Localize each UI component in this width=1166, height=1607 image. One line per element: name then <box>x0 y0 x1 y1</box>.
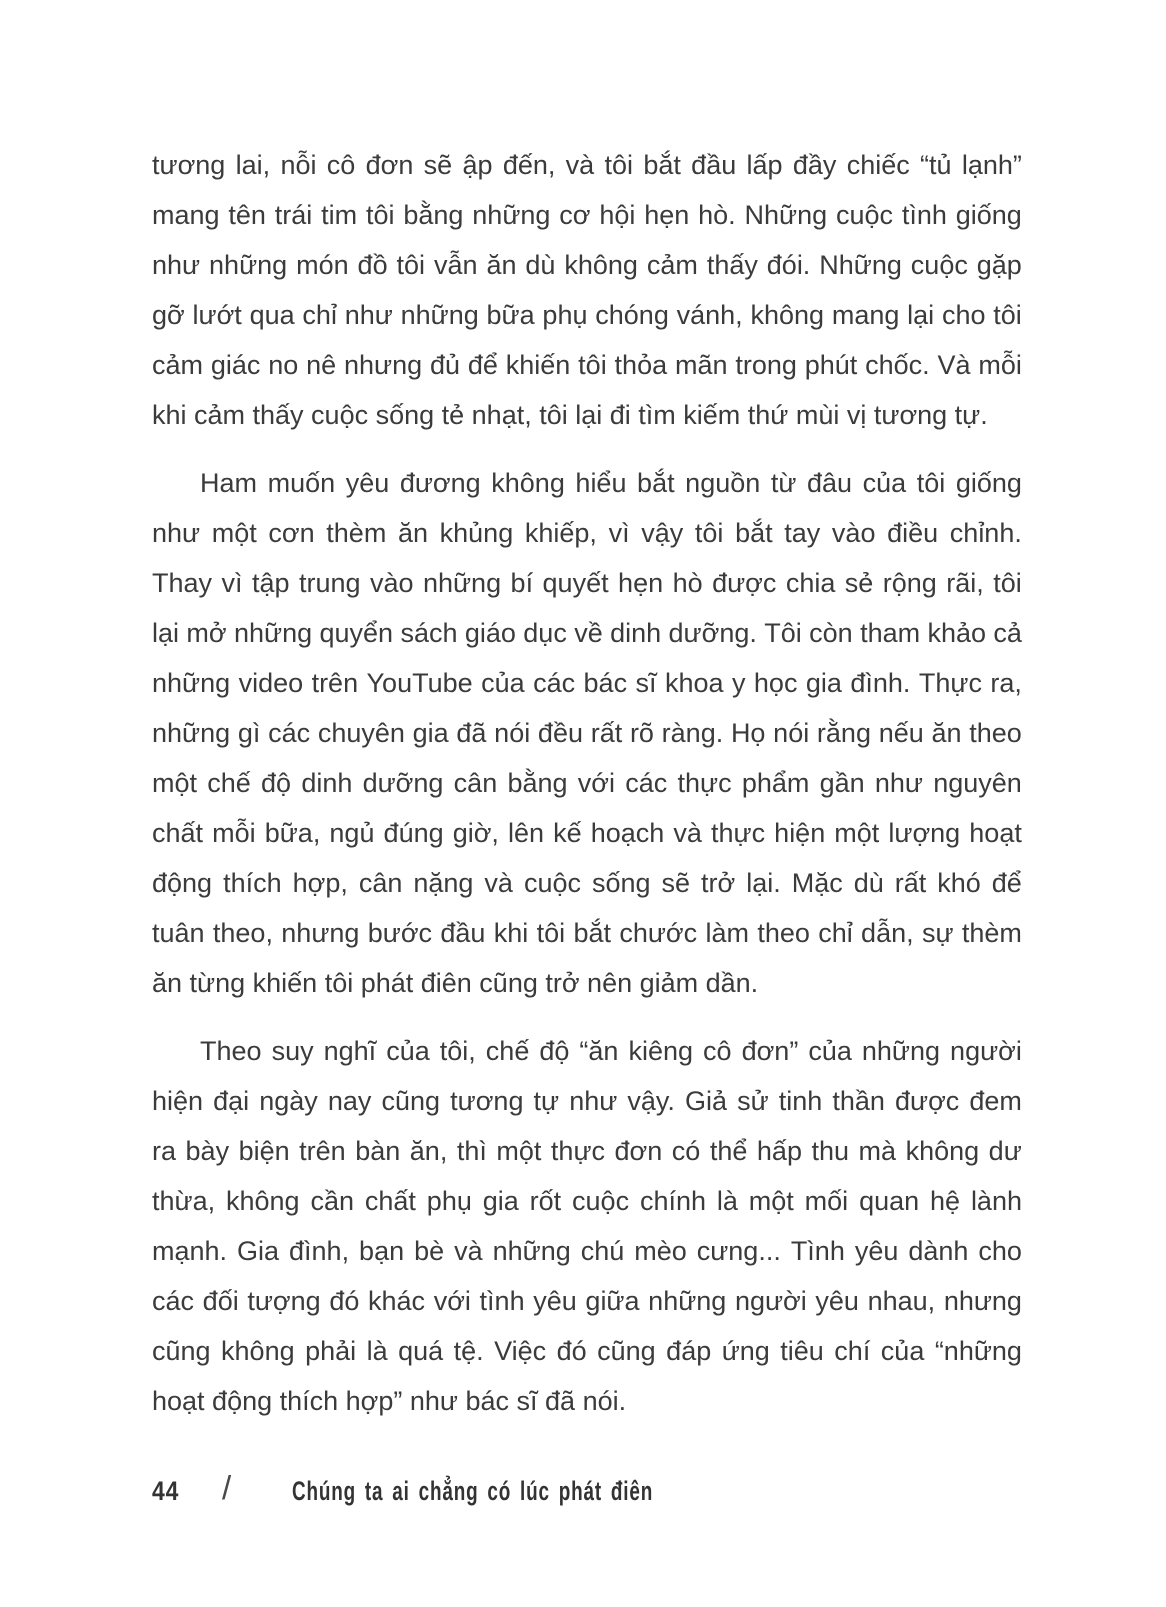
text-line: gỡ lướt qua chỉ như những bữa phụ chóng vánh, không mang lại cho tôi <box>152 300 1022 330</box>
text-line: tuân theo, nhưng bước đầu khi tôi bắt chước làm theo chỉ dẫn, sự thèm <box>152 918 1022 948</box>
text-line: mang tên trái tim tôi bằng những cơ hội hẹn hò. Những cuộc tình giống <box>152 200 1022 230</box>
text-line: cũng không phải là quá tệ. Việc đó cũng đáp ứng tiêu chí của “những <box>152 1336 1022 1366</box>
text-line: chất mỗi bữa, ngủ đúng giờ, lên kế hoạch và thực hiện một lượng hoạt <box>152 818 1022 848</box>
text-line: Ham muốn yêu đương không hiểu bắt nguồn từ đâu của tôi giống <box>200 468 1022 498</box>
text-line: hoạt động thích hợp” như bác sĩ đã nói. <box>152 1386 627 1416</box>
page-footer <box>0 1466 1166 1516</box>
text-line: lại mở những quyển sách giáo dục về dinh dưỡng. Tôi còn tham khảo cả <box>152 618 1022 648</box>
text-line: như những món đồ tôi vẫn ăn dù không cảm thấy đói. Những cuộc gặp <box>152 250 1022 280</box>
text-line: Thay vì tập trung vào những bí quyết hẹn hò được chia sẻ rộng rãi, tôi <box>152 568 1022 598</box>
paragraph <box>152 140 1022 440</box>
footer-separator-slash: / <box>222 1469 232 1506</box>
text-line: động thích hợp, cân nặng và cuộc sống sẽ trở lại. Mặc dù rất khó để <box>152 868 1022 898</box>
text-line: như một cơn thèm ăn khủng khiếp, vì vậy tôi bắt tay vào điều chỉnh. <box>152 518 1022 548</box>
text-line: ăn từng khiến tôi phát điên cũng trở nên giảm dần. <box>152 968 759 998</box>
text-line: mạnh. Gia đình, bạn bè và những chú mèo cưng... Tình yêu dành cho <box>152 1236 1022 1266</box>
text-line: thừa, không cần chất phụ gia rốt cuộc chính là một mối quan hệ lành <box>152 1186 1022 1216</box>
text-block <box>152 140 1022 1444</box>
page-number: 44 <box>152 1476 180 1506</box>
text-line: Theo suy nghĩ của tôi, chế độ “ăn kiêng cô đơn” của những người <box>200 1036 1022 1066</box>
text-line: hiện đại ngày nay cũng tương tự như vậy. Giả sử tinh thần được đem <box>152 1086 1022 1116</box>
text-line: khi cảm thấy cuộc sống tẻ nhạt, tôi lại đi tìm kiếm thứ mùi vị tương tự. <box>152 400 988 430</box>
text-line: tương lai, nỗi cô đơn sẽ ập đến, và tôi bắt đầu lấp đầy chiếc “tủ lạnh” <box>152 150 1022 180</box>
paragraph <box>152 458 1022 1008</box>
text-line: cảm giác no nê nhưng đủ để khiến tôi thỏa mãn trong phút chốc. Và mỗi <box>152 350 1022 380</box>
text-line: những gì các chuyên gia đã nói đều rất rõ ràng. Họ nói rằng nếu ăn theo <box>152 718 1022 748</box>
paragraph <box>152 1026 1022 1426</box>
text-line: những video trên YouTube của các bác sĩ khoa y học gia đình. Thực ra, <box>152 668 1022 698</box>
footer-book-title: Chúng ta ai chẳng có lúc phát điên <box>292 1476 654 1506</box>
text-line: các đối tượng đó khác với tình yêu giữa những người yêu nhau, nhưng <box>152 1286 1022 1316</box>
text-line: ra bày biện trên bàn ăn, thì một thực đơn có thể hấp thu mà không dư <box>152 1136 1022 1166</box>
text-line: một chế độ dinh dưỡng cân bằng với các thực phẩm gần như nguyên <box>152 768 1022 798</box>
